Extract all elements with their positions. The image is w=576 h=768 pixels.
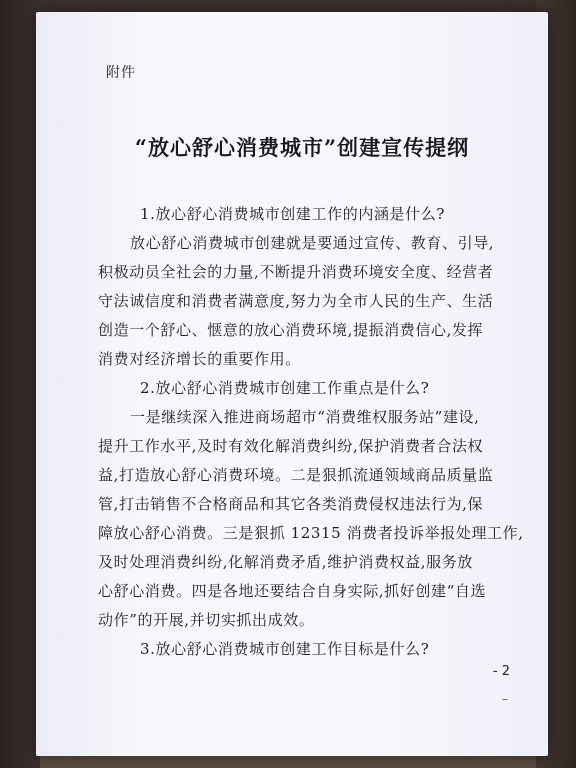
- document-title: “放心舒心消费城市”创建宣传提纲: [134, 135, 470, 160]
- page-number: - 2: [492, 664, 510, 679]
- paragraph-line: 创造一个舒心、惬意的放心消费环境,提振消费信心,发挥: [98, 321, 484, 339]
- attachment-label: 附件: [106, 65, 136, 81]
- paragraph-line: 障放心舒心消费。三是狠抓 12315 消费者投诉举报处理工作,: [98, 524, 524, 542]
- paragraph-line: 守法诚信度和消费者满意度,努力为全市人民的生产、生活: [98, 292, 494, 310]
- document-page: [36, 12, 548, 756]
- paragraph-line: 积极动员全社会的力量,不断提升消费环境安全度、经营者: [98, 263, 494, 281]
- page-number-dash: –: [502, 692, 508, 706]
- paragraph-line: 消费对经济增长的重要作用。: [98, 350, 301, 368]
- paragraph-line: 动作”的开展,并切实抓出成效。: [98, 611, 315, 629]
- question-heading-2: 2.放心舒心消费城市创建工作重点是什么?: [140, 379, 430, 397]
- paragraph-line: 提升工作水平,及时有效化解消费纠纷,保护消费者合法权: [98, 437, 484, 455]
- background-left: [0, 0, 40, 768]
- document-body: [98, 200, 528, 664]
- question-heading-1: 1.放心舒心消费城市创建工作的内涵是什么?: [140, 205, 445, 223]
- question-heading-3: 3.放心舒心消费城市创建工作目标是什么?: [140, 640, 430, 658]
- paragraph-line: 放心舒心消费城市创建就是要通过宣传、教育、引导,: [130, 234, 495, 252]
- paragraph-line: 心舒心消费。四是各地还要结合自身实际,抓好创建“自选: [98, 582, 487, 600]
- paragraph-line: 管,打击销售不合格商品和其它各类消费侵权违法行为,保: [98, 495, 484, 513]
- paragraph-line: 一是继续深入推进商场超市“消费维权服务站”建设,: [130, 408, 480, 426]
- paragraph-line: 益,打造放心舒心消费环境。二是狠抓流通领域商品质量监: [98, 466, 494, 484]
- paragraph-line: 及时处理消费纠纷,化解消费矛盾,维护消费权益,服务放: [98, 553, 473, 571]
